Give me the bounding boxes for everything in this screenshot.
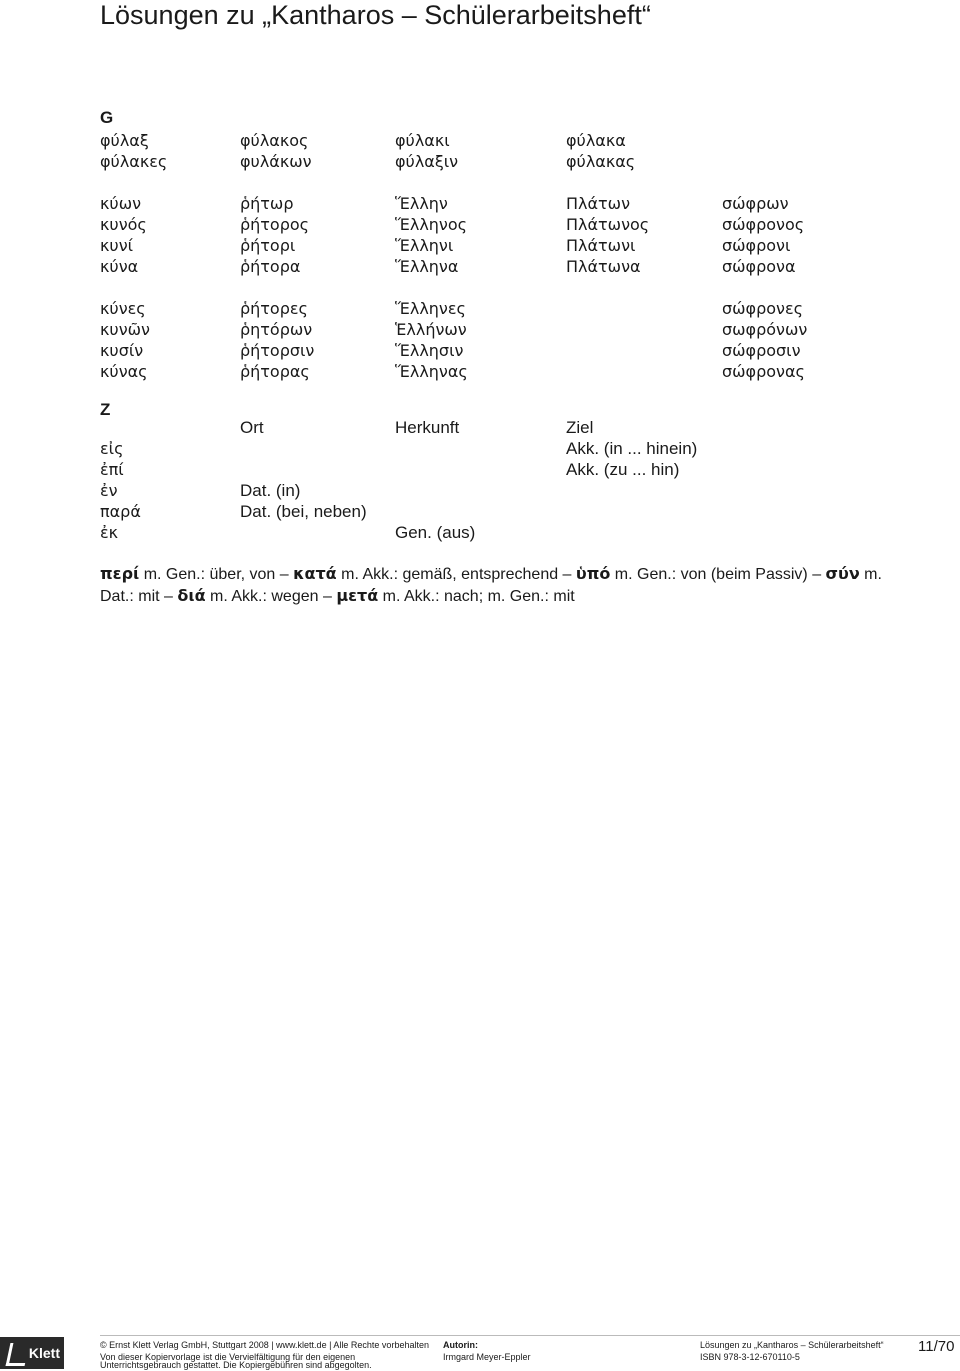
table-cell: Πλάτωνι — [566, 236, 636, 255]
table-cell: φύλακας — [566, 152, 636, 171]
table-cell: Ἕλληνι — [395, 236, 454, 255]
table-cell: Ἕλληνας — [395, 362, 468, 381]
greek-word: διά — [177, 586, 206, 605]
table-cell: Ἕλληνα — [395, 257, 459, 276]
klett-logo: Klett — [0, 1337, 64, 1369]
table-cell: κυνός — [100, 215, 147, 234]
table-cell: Ἕλλην — [395, 194, 448, 213]
greek-word: ὑπό — [575, 564, 611, 583]
table-cell: κυσίν — [100, 341, 144, 360]
preposition-summary: περί m. Gen.: über, von – κατά m. Akk.: gemäß, entsprechend – ὑπό m. Gen.: von (beim Passiv) – σύν m. Dat.: mit – διά m. Akk.: wegen – μετά m. Akk.: nach; m. Gen.: mit — [100, 564, 882, 605]
table-cell: κυνί — [100, 236, 134, 255]
table-cell: ῥήτορσιν — [240, 341, 315, 360]
table-cell: ἐκ — [100, 523, 119, 542]
table-cell: Πλάτωνα — [566, 257, 641, 276]
table-cell: σώφρονας — [722, 362, 805, 381]
table-cell: Ἑλλήνων — [395, 320, 467, 339]
table-cell: κυνῶν — [100, 320, 150, 339]
table-cell: σώφροσιν — [722, 341, 801, 360]
table-cell: σώφρονες — [722, 299, 804, 318]
page-number: 11/70 — [918, 1338, 955, 1355]
table-cell: φύλακα — [566, 131, 626, 150]
table-cell: ῥήτωρ — [240, 194, 294, 213]
section-z-label: Z — [100, 400, 111, 419]
table-cell: ῥητόρων — [240, 320, 313, 339]
table-cell: Ἕλληνες — [395, 299, 466, 318]
table-cell: ἐπί — [100, 460, 124, 479]
table-cell: ῥήτορος — [240, 215, 310, 234]
footer-divider — [100, 1335, 960, 1336]
table-cell: ἐν — [100, 481, 118, 500]
table-cell: εἰς — [100, 439, 124, 458]
table-cell: φύλαξ — [100, 131, 149, 150]
table-cell: φυλάκων — [240, 152, 312, 171]
table-cell: Πλάτων — [566, 194, 631, 213]
table-cell: φύλακος — [240, 131, 309, 150]
table-cell: παρά — [100, 502, 141, 521]
table-cell: Ort — [240, 418, 264, 437]
table-cell: Herkunft — [395, 418, 460, 437]
table-cell: Dat. (bei, neben) — [240, 502, 367, 521]
greek-word: κατά — [293, 564, 337, 583]
section-g-label: G — [100, 108, 114, 127]
table-cell: σώφρονος — [722, 215, 805, 234]
table-cell: σωφρόνων — [722, 320, 808, 339]
table-cell: Dat. (in) — [240, 481, 301, 500]
table-cell: Ἕλληνος — [395, 215, 468, 234]
table-cell: φύλακι — [395, 131, 450, 150]
footer-author-label: Autorin: — [443, 1340, 478, 1350]
table-cell: ῥήτορα — [240, 257, 301, 276]
table-cell: σώφρων — [722, 194, 789, 213]
footer-book-title: Lösungen zu „Kantharos – Schülerarbeitsheft“ — [700, 1340, 884, 1350]
page-title: Lösungen zu „Kantharos – Schülerarbeitsheft“ — [100, 0, 651, 30]
table-cell: Akk. (in ... hinein) — [566, 439, 698, 458]
table-cell: κύνα — [100, 257, 139, 276]
table-cell: κύνες — [100, 299, 146, 318]
table-cell: Ἕλλησιν — [395, 341, 464, 360]
table-cell: Akk. (zu ... hin) — [566, 460, 680, 479]
table-cell: φύλακες — [100, 152, 168, 171]
table-cell: σώφρονι — [722, 236, 791, 255]
table-cell: Ziel — [566, 418, 594, 437]
table-cell: Πλάτωνος — [566, 215, 650, 234]
table-cell: φύλαξιν — [395, 152, 459, 171]
footer-note-1: Von dieser Kopiervorlage ist die Vervielfältigung für den eigenen — [100, 1352, 356, 1362]
table-cell: ῥήτορι — [240, 236, 296, 255]
table-cell: κύων — [100, 194, 142, 213]
table-cell: σώφρονα — [722, 257, 796, 276]
greek-word: περί — [100, 564, 140, 583]
greek-word: σύν — [825, 564, 860, 583]
footer-copyright: © Ernst Klett Verlag GmbH, Stuttgart 2008 | www.klett.de | Alle Rechte vorbehalten — [100, 1340, 429, 1350]
footer-author: Irmgard Meyer-Eppler — [443, 1352, 531, 1362]
table-cell: ῥήτορες — [240, 299, 308, 318]
table-cell: ῥήτορας — [240, 362, 310, 381]
table-cell: κύνας — [100, 362, 148, 381]
table-cell: Gen. (aus) — [395, 523, 476, 542]
greek-word: μετά — [336, 586, 379, 605]
footer-note-2: Unterrichtsgebrauch gestattet. Die Kopiergebühren sind abgegolten. — [100, 1360, 372, 1370]
footer-isbn: ISBN 978-3-12-670110-5 — [700, 1352, 800, 1362]
klett-logo-icon — [6, 1343, 30, 1366]
